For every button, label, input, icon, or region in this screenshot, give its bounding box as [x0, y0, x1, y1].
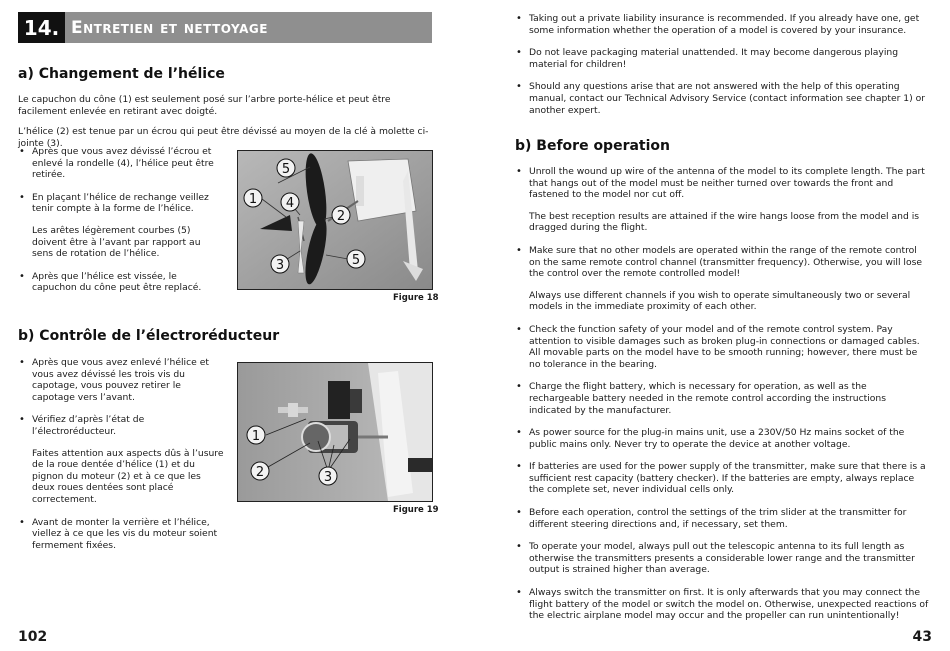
bullet-list-gearbox: [18, 357, 224, 551]
figure-18-label: 3: [275, 258, 285, 273]
section-a-title: a) Changement de l’hélice: [18, 66, 225, 82]
list-item: • Always switch the transmitter on first. It is only afterwards that you may connect the flight battery of the model or switch the model on. Otherwise, unexpected reactions of the electric airplane model may occur and the propeller can run unintentionally!: [515, 587, 929, 622]
bullet-list-safety: [515, 13, 929, 116]
section-b-title: b) Contrôle de l’électroréducteur: [18, 328, 280, 344]
list-item: • To operate your model, always pull out the telescopic antenna to its full length as otherwise the transmitters presents a considerable lower range and the transmitter output is strained higher than average.: [515, 541, 929, 576]
list-item: • Before each operation, control the settings of the trim slider at the transmitter for different steering directions and, if necessary, set them.: [515, 507, 929, 530]
right-page: [475, 0, 950, 651]
list-item-note: Faites attention aux aspects dûs à l’usure de la roue dentée d’hélice (1) et du pignon du moteur (2) et à ce que les deux roues dentées sont placé correctement.: [32, 447, 224, 505]
list-item: • Vérifiez d’après l’état de l’électroréducteur. Faites attention aux aspects dûs à l’usure de la roue dentée d’hélice (1) et du pignon du moteur (2) et à ce que les deux roues dentées sont placé correctement.: [18, 414, 224, 505]
list-item: • Do not leave packaging material unattended. It may become dangerous playing material for children!: [515, 47, 929, 70]
bullet-list-before-operation: [515, 166, 929, 622]
chapter-header: [18, 12, 432, 43]
list-item: • Après que vous avez dévissé l’écrou et enlevé la rondelle (4), l’hélice peut être retirée.: [18, 146, 224, 181]
page-number-left: 102: [18, 629, 48, 645]
list-item: • Avant de monter la verrière et l’hélice, viellez à ce que les vis du moteur soient fermement fixées.: [18, 517, 224, 552]
bullet-list-propeller: [18, 146, 224, 294]
list-item: • Taking out a private liability insurance is recommended. If you already have one, get some information whether the operation of a model is covered by your insurance.: [515, 13, 929, 36]
page-number-right: 43: [912, 629, 932, 645]
list-item: • Make sure that no other models are operated within the range of the remote control on the same remote control channel (transmitter frequency). Otherwise, you will lose the control over the remote controlled model! Always use different channels if you wish to operate simultaneously two or several models in the immediate proximity of each other.: [515, 245, 929, 313]
list-item: • Should any questions arise that are not answered with the help of this operating manual, contact our Technical Advisory Service (contact information see chapter 1) or another expert.: [515, 81, 929, 116]
figure-19-caption: Figure 19: [393, 505, 439, 515]
list-item: • Check the function safety of your model and of the remote control system. Pay attention to visible damages such as broken plug-in connections or damaged cables. All movable parts on the model have to be smooth running; however, there must be no tolerance in the bearing.: [515, 324, 929, 370]
figure-19-photo: [237, 362, 433, 502]
list-item: • Après que vous avez enlevé l’hélice et vous avez dévissé les trois vis du capotage, vous pouvez retirer le capotage vers l’avant.: [18, 357, 224, 403]
list-item: • If batteries are used for the power supply of the transmitter, make sure that there is a sufficient rest capacity (battery checker). If the batteries are empty, always replace the complete set, never individual cells only.: [515, 461, 929, 496]
list-item: • Après que l’hélice est vissée, le capuchon du cône peut être replacé.: [18, 271, 224, 294]
paragraph-propeller: L’hélice (2) est tenue par un écrou qui peut être dévissé au moyen de la clé à molette ci-jointe (3).: [18, 126, 429, 149]
list-item: • En plaçant l’hélice de rechange veillez tenir compte à la forme de l’hélice. Les arêtes légèrement courbes (5) doivent être à l’avant par rapport au sens de rotation de l’hélice.: [18, 192, 224, 260]
figure-18-label: 4: [285, 196, 295, 211]
figure-18-label: 1: [248, 192, 258, 207]
list-item: • Charge the flight battery, which is necessary for operation, as well as the rechargeable battery needed in the remote control according the instructions indicated by the manufacturer.: [515, 381, 929, 416]
list-item-note: Always use different channels if you wish to operate simultaneously two or several models in the immediate proximity of each other.: [529, 289, 911, 313]
figure-19-label: 3: [323, 470, 333, 485]
figure-19-label: 2: [255, 465, 265, 480]
list-item-note: The best reception results are attained if the wire hangs loose from the model and is dragged during the flight.: [529, 210, 920, 234]
figure-18-label: 5: [281, 162, 291, 177]
figure-19-label: 1: [251, 429, 261, 444]
paragraph-cone: Le capuchon du cône (1) est seulement posé sur l’arbre porte-hélice et peut être facilement enlevée en retirant avec doigté.: [18, 94, 391, 117]
chapter-number: 14.: [18, 12, 65, 43]
gearbox-illustration: [238, 363, 432, 501]
chapter-title: Entretien et nettoyage: [71, 17, 268, 38]
figure-18-caption: Figure 18: [393, 293, 439, 303]
list-item: • Unroll the wound up wire of the antenna of the model to its complete length. The part that hangs out of the model must be neither turned over towards the front and fastened to the model nor cut off. The best reception results are attained if the wire hangs loose from the model and is dragged during the flight.: [515, 166, 929, 234]
list-item: • As power source for the plug-in mains unit, use a 230V/50 Hz mains socket of the public mains only. Never try to operate the device at another voltage.: [515, 427, 929, 450]
figure-18-label: 5: [351, 253, 361, 268]
propeller-illustration: [238, 151, 432, 289]
figure-18-label: 2: [336, 209, 346, 224]
figure-18-photo: [237, 150, 433, 290]
list-item-note: Les arêtes légèrement courbes (5) doivent être à l’avant par rapport au sens de rotation de l’hélice.: [32, 224, 201, 260]
section-before-operation-title: b) Before operation: [515, 138, 671, 154]
